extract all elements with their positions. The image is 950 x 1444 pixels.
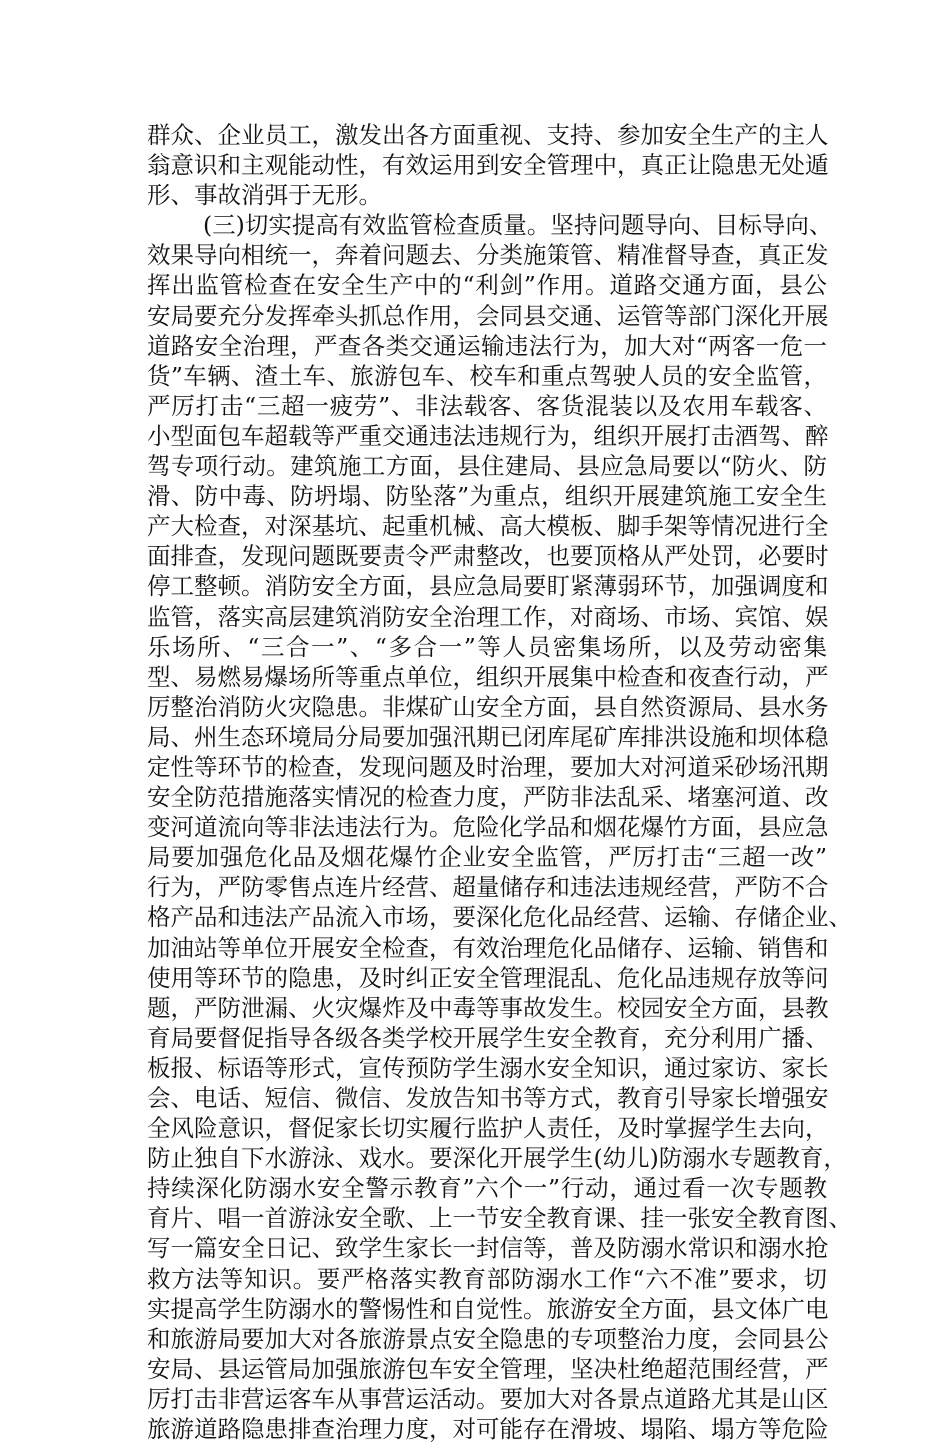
text-line: 型、易燃易爆场所等重点单位，组织开展集中检查和夜查行动，严	[147, 662, 829, 691]
text-line: 持续深化防溺水安全警示教育”六个一”行动，通过看一次专题教	[147, 1174, 827, 1203]
text-line: 全风险意识，督促家长切实履行监护人责任，及时掌握学生去向，	[147, 1114, 829, 1143]
text-line: 滑、防中毒、防坍塌、防坠落”为重点，组织开展建筑施工安全生	[147, 482, 827, 511]
text-line: 定性等环节的检查，发现问题及时治理，要加大对河道采砂场汛期	[147, 752, 829, 781]
text-line: 使用等环节的隐患，及时纠正安全管理混乱、危化品违规存放等问	[147, 963, 829, 992]
text-line: 停工整顿。消防安全方面，县应急局要盯紧薄弱环节，加强调度和	[147, 572, 829, 601]
text-line: 实提高学生防溺水的警惕性和自觉性。旅游安全方面，县文体广电	[147, 1294, 829, 1323]
text-line: 局、州生态环境局分局要加强汛期已闭库尾矿库排洪设施和坝体稳	[147, 722, 829, 751]
text-line: 产大检查，对深基坑、起重机械、高大模板、脚手架等情况进行全	[147, 512, 829, 541]
text-line: 防止独自下水游泳、戏水。要深化开展学生(幼儿)防溺水专题教育，	[147, 1144, 847, 1173]
section-heading-line: (三)切实提高有效监管检查质量。坚持问题导向、目标导向、	[203, 211, 833, 240]
text-line: 驾专项行动。建筑施工方面，县住建局、县应急局要以“防火、防	[147, 452, 827, 481]
text-line: 货”车辆、渣土车、旅游包车、校车和重点驾驶人员的安全监管，	[147, 361, 827, 390]
text-line: 道路安全治理，严查各类交通运输违法行为，加大对“两客一危一	[147, 331, 827, 360]
text-line: 育片、唱一首游泳安全歌、上一节安全教育课、挂一张安全教育图、	[147, 1204, 852, 1233]
text-line: 监管，落实高层建筑消防安全治理工作，对商场、市场、宾馆、娱	[147, 602, 829, 631]
text-line: 救方法等知识。要严格落实教育部防溺水工作“六不准”要求，切	[147, 1264, 827, 1293]
text-line: 写一篇安全日记、致学生家长一封信等，普及防溺水常识和溺水抢	[147, 1234, 829, 1263]
text-line: 厉整治消防火灾隐患。非煤矿山安全方面，县自然资源局、县水务	[147, 692, 829, 721]
text-line: 和旅游局要加大对各旅游景点安全隐患的专项整治力度，会同县公	[147, 1324, 829, 1353]
text-line: 会、电话、短信、微信、发放告知书等方式，教育引导家长增强安	[147, 1084, 829, 1112]
text-line: 格产品和违法产品流入市场，要深化危化品经营、运输、存储企业、	[147, 903, 852, 932]
text-line: 小型面包车超载等严重交通违法违规行为，组织开展打击酒驾、醉	[147, 421, 829, 450]
text-line: 形、事故消弭于无形。	[147, 181, 382, 210]
text-line: 旅游道路隐患排查治理力度，对可能存在滑坡、塌陷、塌方等危险	[147, 1415, 829, 1444]
text-line: 变河道流向等非法违法行为。危险化学品和烟花爆竹方面，县应急	[147, 813, 829, 842]
text-line: 效果导向相统一，奔着问题去、分类施策管、精准督导查，真正发	[147, 241, 829, 270]
text-line: 育局要督促指导各级各类学校开展学生安全教育，充分利用广播、	[147, 1023, 829, 1052]
text-line: 题，严防泄漏、火灾爆炸及中毒等事故发生。校园安全方面，县教	[147, 993, 829, 1022]
text-line: 局要加强危化品及烟花爆竹企业安全监管，严厉打击“三超一改”	[147, 843, 827, 872]
document-page	[147, 120, 852, 1444]
text-line: 乐场所、“三合一”、“多合一”等人员密集场所，以及劳动密集	[147, 632, 827, 661]
text-line: 挥出监管检查在安全生产中的“利剑”作用。道路交通方面，县公	[147, 271, 827, 300]
text-line: 厉打击非营运客车从事营运活动。要加大对各景点道路尤其是山区	[147, 1384, 829, 1413]
text-line: 安全防范措施落实情况的检查力度，严防非法乱采、堵塞河道、改	[147, 783, 829, 812]
text-line: 严厉打击“三超一疲劳”、非法载客、客货混装以及农用车载客、	[147, 391, 827, 420]
text-line: 群众、企业员工，激发出各方面重视、支持、参加安全生产的主人	[147, 121, 829, 149]
text-line: 安局要充分发挥牵头抓总作用，会同县交通、运管等部门深化开展	[147, 301, 829, 330]
text-line: 安局、县运管局加强旅游包车安全管理，坚决杜绝超范围经营，严	[147, 1354, 829, 1383]
text-line: 行为，严防零售点连片经营、超量储存和违法违规经营，严防不合	[147, 873, 829, 902]
text-line: 面排查，发现问题既要责令严肃整改，也要顶格从严处罚，必要时	[147, 542, 829, 571]
text-line: 翁意识和主观能动性，有效运用到安全管理中，真正让隐患无处遁	[147, 151, 829, 180]
text-line: 板报、标语等形式，宣传预防学生溺水安全知识，通过家访、家长	[147, 1053, 829, 1082]
text-line: 加油站等单位开展安全检查，有效治理危化品储存、运输、销售和	[147, 933, 829, 962]
